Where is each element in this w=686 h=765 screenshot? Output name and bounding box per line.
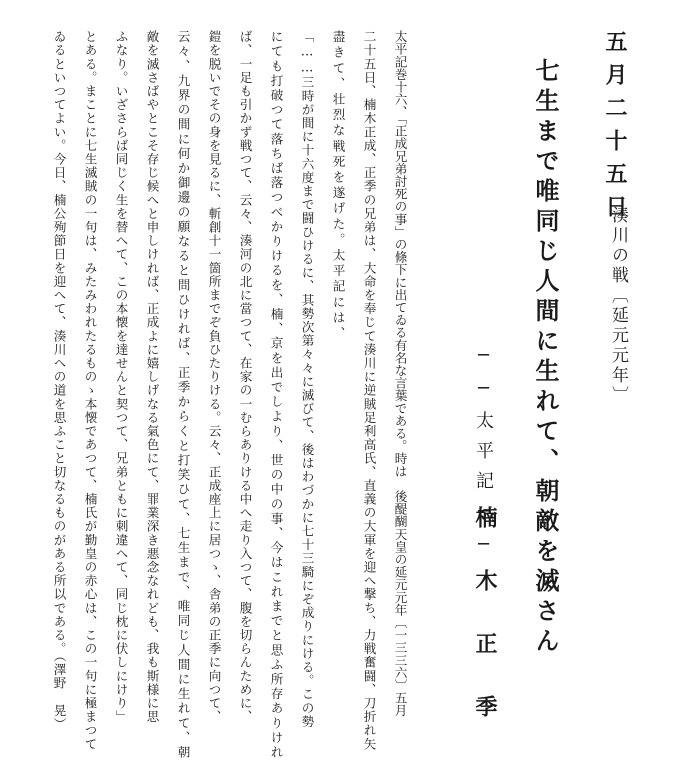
body-line-7: 鎧を脱いでその身を見るに、斬創十一箇所までぞ負ひたりける。云々、正成座上に居つゝ、舎弟の正季に向つて、	[206, 30, 222, 724]
body-line-5: にても打破つて落ちば落つべかりけるを、楠、京を出でしより、世の中の事、今はこれまでと思ふ所存ありけれ	[268, 30, 284, 760]
body-line-6: ば、一足も引かず戦つて、云々、湊河の北に當つて、在家の一むらありける中へ走り入つて、腹を切らんために、	[237, 30, 253, 724]
featured-quote-line-1: 七生まで唯同じ人間に生れて、朝敵を滅さん	[531, 58, 560, 658]
body-line-10: ふなり。いざさらば同じく生を替へて、この本懐を達せんと契つて、兄弟ともに刺違へて、同じ枕に伏しにけり」	[113, 30, 129, 724]
body-line-9: 敵を滅さばやとこそ存じ候へと申しければ、正成よに嬉しげなる氣色にて、罪業深き悪念なれども、我も斯様に思	[144, 30, 160, 724]
quote-author: 楠木正季	[472, 506, 498, 758]
body-line-12: ゐるといつてよい。今日、楠公殉節日を迎へて、湊川への道を思ふこと切なるものがある所以である。（澤野 晃）	[51, 30, 67, 731]
event-title: 湊川の戦〔延元元年〕	[608, 206, 628, 406]
quote-source: ──太平記──	[473, 345, 494, 567]
body-line-2: 二十五日、楠木正成、正季の兄弟は、大命を奉じて湊川に逆賊足利高氏、直義の大軍を迎へ撃ち、力戦奮闘、刀折れ矢	[361, 30, 377, 751]
date-heading: 五月二十五日	[602, 30, 628, 228]
body-line-1: 太平記巻十六、「正成兄弟討死の事」の條下に出てゐる有名な言葉である。時は 後醍醐天皇の延元元年〔一三三六〕五月	[392, 30, 408, 717]
body-line-4: 「……三時が間に十六度まで闘ひけるに、其勢次第々々に滅びて、後はわづかに七十三騎にぞ成りにける。この勢	[299, 30, 315, 729]
body-line-11: とある。まことに七生滅賊の一句は、みたみわれたるものゝ本懐であつて、楠氏が勤皇の赤心は、この一句に極まつて	[82, 30, 98, 751]
body-line-8: 云々、九界の間に何か御邊の願なると問ひければ、正季からくと打笑ひて、七生まで、唯同じ人間に生れて、朝	[175, 30, 191, 760]
body-line-3: 盡きて、壮烈な戦死を遂げた。太平記には、	[330, 30, 346, 342]
